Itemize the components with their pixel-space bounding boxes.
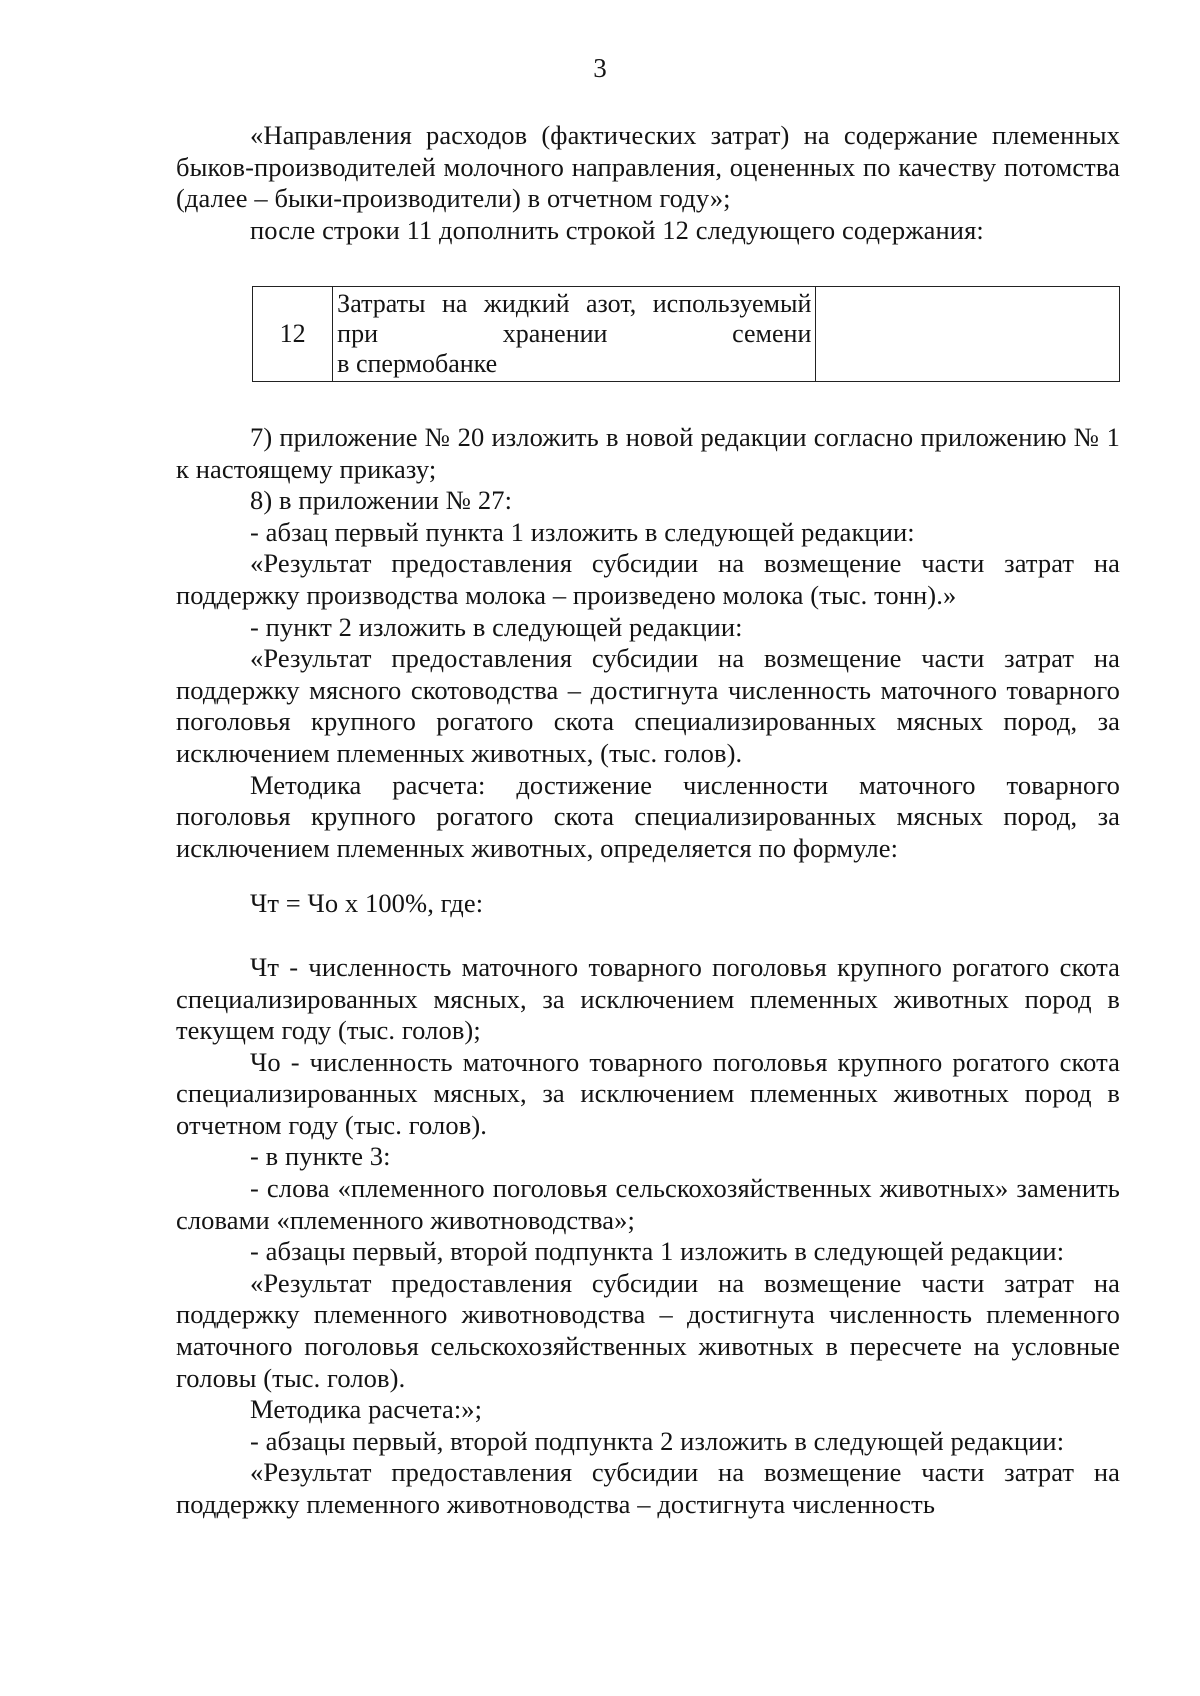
row-number-cell: 12 xyxy=(253,287,333,382)
paragraph-breeding-result-1: «Результат предоставления субсидии на возмещение части затрат на поддержку племенного животноводства – достигнута численность племенного маточного поголовья сельскохозяйственных животных в пересчете на условные головы (тыс. голов). xyxy=(176,1267,1120,1393)
paragraph-point-2: - пункт 2 изложить в следующей редакции: xyxy=(250,611,743,642)
paragraph-item-8: 8) в приложении № 27: xyxy=(250,485,513,516)
paragraph-point-3: - в пункте 3: xyxy=(250,1141,391,1172)
paragraph-methodology-short: Методика расчета:»; xyxy=(250,1394,483,1425)
table-row xyxy=(253,287,1120,382)
top-text-block xyxy=(176,120,1120,246)
paragraph-cho-definition: Чо - численность маточного товарного поголовья крупного рогатого скота специализированных мясных, за исключением племенных животных пород в отчетном году (тыс. голов). xyxy=(176,1046,1120,1140)
row-description-line-1: Затраты на жидкий азот, используемый xyxy=(337,289,812,318)
paragraph-breeding-result-2: «Результат предоставления субсидии на возмещение части затрат на поддержку племенного животноводства – достигнута численность xyxy=(176,1457,1120,1519)
row-description-line-2: при хранении семени xyxy=(337,319,812,348)
paragraph-subpoint-2: - абзацы первый, второй подпункта 2 изложить в следующей редакции: xyxy=(250,1425,1065,1456)
paragraph-directions-of-expenses: «Направления расходов (фактических затрат) на содержание племенных быков-производителей молочного направления, оцененных по качеству потомства (далее – быки-производители) в отчетном году»; xyxy=(176,120,1120,214)
paragraph-methodology: Методика расчета: достижение численности маточного товарного поголовья крупного рогатого скота специализированных мясных пород, за исключением племенных животных, определяется по формуле: xyxy=(176,769,1120,863)
row-value-cell xyxy=(816,287,1120,382)
inserted-row-table xyxy=(252,286,1120,382)
paragraph-point-1-first: - абзац первый пункта 1 изложить в следующей редакции: xyxy=(250,516,915,547)
paragraph-milk-result: «Результат предоставления субсидии на возмещение части затрат на поддержку производства молока – произведено молока (тыс. тонн).» xyxy=(176,548,1120,610)
row-description-line-3: в спермобанке xyxy=(337,349,498,378)
paragraph-beef-result: «Результат предоставления субсидии на возмещение части затрат на поддержку мясного скотоводства – достигнута численность маточного товарного поголовья крупного рогатого скота специализированных мясных пород, за исключением племенных животных, (тыс. голов). xyxy=(176,643,1120,768)
paragraph-cht-definition: Чт - численность маточного товарного поголовья крупного рогатого скота специализированных мясных, за исключением племенных животных пород в текущем году (тыс. голов); xyxy=(176,951,1120,1046)
page-number: 3 xyxy=(593,53,607,83)
paragraph-after-row-11: после строки 11 дополнить строкой 12 следующего содержания: xyxy=(250,214,984,245)
paragraph-subpoint-1: - абзацы первый, второй подпункта 1 изложить в следующей редакции: xyxy=(250,1236,1065,1267)
paragraph-replace-words: - слова «племенного поголовья сельскохозяйственных животных» заменить словами «племенного животноводства»; xyxy=(176,1173,1120,1235)
formula: Чт = Чо х 100%, где: xyxy=(250,888,484,919)
row-description-cell xyxy=(333,287,816,382)
paragraph-item-7: 7) приложение № 20 изложить в новой редакции согласно приложению № 1 к настоящему приказу; xyxy=(176,422,1120,484)
main-text-block xyxy=(176,422,1120,1521)
